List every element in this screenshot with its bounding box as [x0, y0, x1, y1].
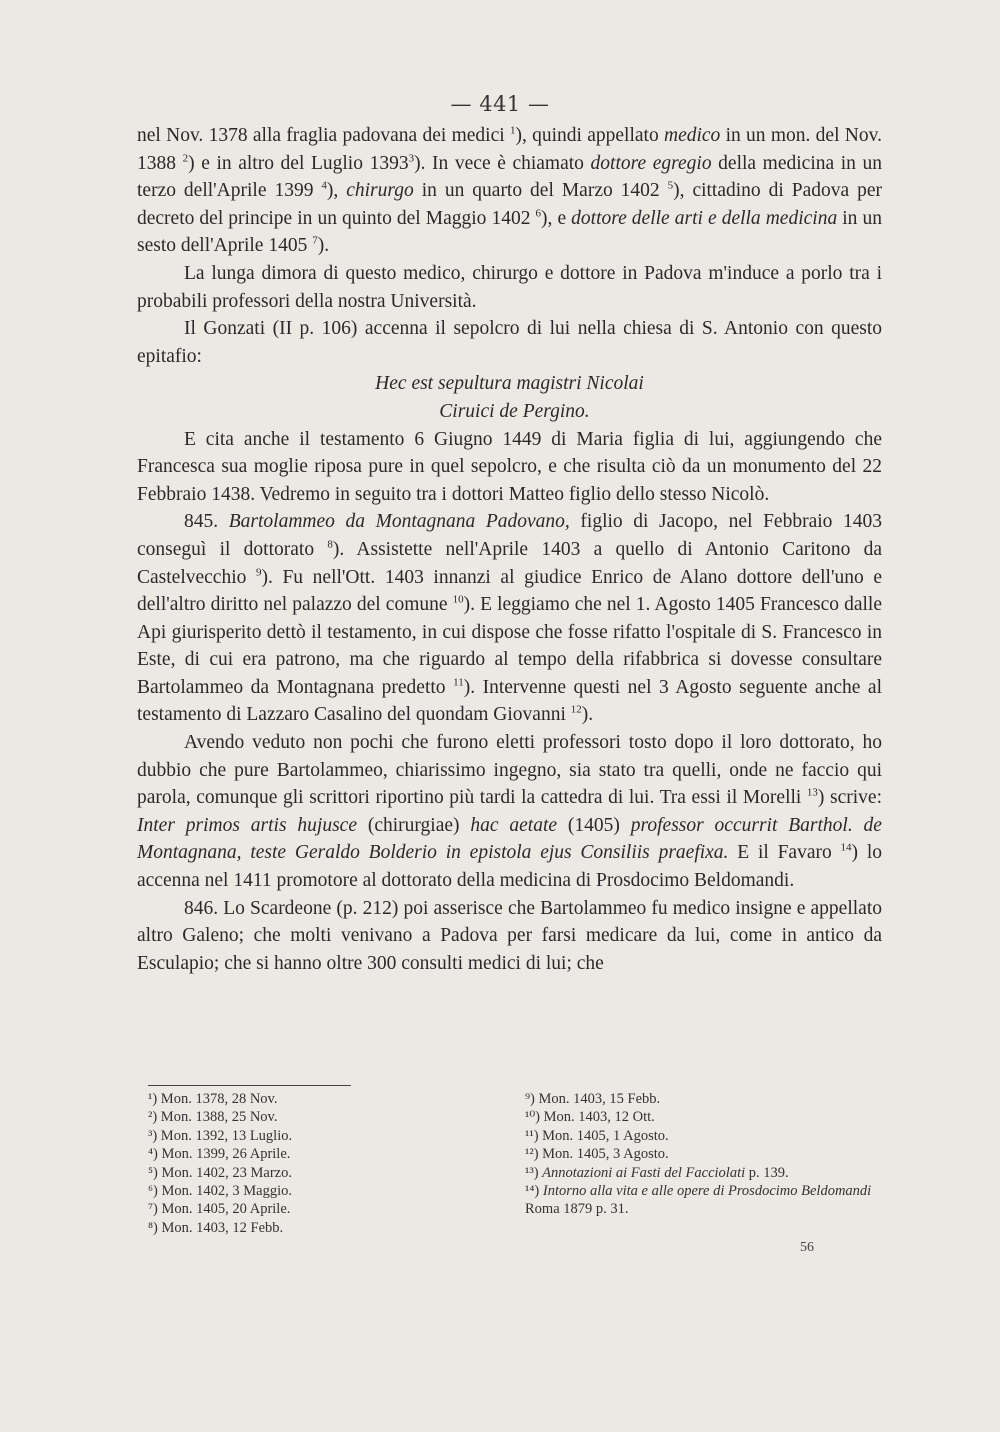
cited-title: Intorno alla vita e alle opere di Prosdocimo Beldomandi: [542, 1183, 872, 1200]
paragraph-846: 846. Lo Scardeone (p. 212) poi asserisce che Bartolammeo fu medico insigne e appellato altro Galeno; che molti venivano a Padova per farsi medicare da lui, come in antico da Esculapio; che si hanno oltre 300 consulti medici di lui; che: [137, 897, 882, 974]
text-run: nel Nov. 1378 alla fraglia padovana dei medici: [137, 125, 510, 146]
footnote-ref: 13: [806, 786, 818, 799]
paragraph-3: Il Gonzati (II p. 106) accenna il sepolcro di lui nella chiesa di S. Antonio con questo epitafio:: [137, 318, 882, 367]
footnote-ref: 14: [840, 841, 852, 854]
text-run: della medicina in un terzo dell'Aprile 1399: [137, 152, 883, 202]
text-run: ), e: [541, 207, 572, 229]
text-run: ).: [581, 704, 594, 726]
footnote-ref: 5: [667, 179, 674, 192]
text-run: ).: [317, 235, 330, 257]
footnote-ref: 10: [452, 593, 464, 606]
footnote-ref: 8: [327, 538, 333, 551]
footnote-ref: 4: [321, 179, 327, 192]
epitaph-line-2: Ciruici de Pergino.: [439, 400, 590, 422]
footnote-ref: 9: [255, 566, 262, 578]
text-run: in un mon. del Nov. 1388: [137, 125, 882, 174]
footnote-8: ⁸) Mon. 1403, 12 Febb.: [148, 1219, 284, 1236]
cited-title: Annotazioni ai Fasti del Facciolati: [542, 1164, 746, 1181]
footnote-separator: [148, 1085, 351, 1086]
footnotes-left-column: [148, 1090, 448, 1237]
footnote-1: ¹) Mon. 1378, 28 Nov.: [148, 1091, 278, 1107]
footnote-11: ¹¹) Mon. 1405, 1 Agosto.: [525, 1127, 669, 1144]
paragraph-6: [137, 729, 882, 895]
text-run: (1405): [557, 814, 631, 836]
footnote-13: [525, 1164, 890, 1182]
entry-number: 845.: [184, 511, 229, 533]
text-run: p. 139.: [745, 1164, 789, 1181]
latin-quote: Inter primos artis hujusce: [137, 814, 357, 836]
text-run: ), quindi appellato: [515, 125, 664, 146]
italic-term: dottore egregio: [590, 152, 712, 174]
paragraph-1: [137, 122, 882, 260]
italic-term: dottore delle arti e della medicina: [571, 207, 838, 229]
footnote-9: ⁹) Mon. 1403, 15 Febb.: [525, 1091, 661, 1107]
footnote-6: ⁶) Mon. 1402, 3 Maggio.: [148, 1183, 293, 1200]
text-run: figlio di Jacopo, nel Febbraio 1403 conseguì il dottorato: [137, 511, 883, 560]
paragraph-845: [137, 508, 882, 729]
text-run: ). Fu nell'Ott. 1403 innanzi al giudice Enrico de Alano dottore dell'uno e dell'altro diritto nel palazzo del comune: [137, 566, 882, 616]
main-text: [137, 122, 882, 977]
text-run: ). In vece è chiamato: [414, 152, 591, 174]
entry-name: Bartolammeo da Montagnana Padovano,: [228, 511, 570, 533]
page-number-header: — 441 —: [450, 92, 550, 116]
footnote-ref: 2: [182, 152, 189, 165]
footnote-ref: 1: [509, 124, 516, 137]
text-run: Roma 1879 p. 31.: [525, 1201, 629, 1218]
footnote-2: ²) Mon. 1388, 25 Nov.: [148, 1109, 278, 1126]
footnote-4: ⁴) Mon. 1399, 26 Aprile.: [148, 1146, 291, 1163]
footnote-ref: 7: [312, 234, 318, 247]
text-run: ) lo accenna nel 1411 promotore al dottorato della medicina di Prosdocimo Beldomandi.: [137, 842, 882, 892]
text-run: ). Assistette nell'Aprile 1403 a quello di Antonio Caritono da Castelvecchio: [137, 538, 882, 588]
footnote-ref: 6: [535, 207, 542, 220]
text-run: Avendo veduto non pochi che furono eletti professori tosto dopo il loro dottorato, ho dubbio che pure Bartolammeo, chiarissimo ingegno, sia stato tra quelli, onde ne faccio qui parola, comunque gli scrittori riportino più tardi la cattedra di lui. Tra essi il Morelli: [137, 732, 882, 809]
footnote-7: ⁷) Mon. 1405, 20 Aprile.: [148, 1201, 291, 1218]
footnote-5: ⁵) Mon. 1402, 23 Marzo.: [148, 1164, 292, 1181]
text-run: (chirurgiae): [356, 814, 471, 836]
text-run: ), cittadino di Padova per decreto del principe in un quinto del Maggio 1402: [137, 180, 883, 229]
italic-term: chirurgo: [346, 180, 414, 202]
text-run: E il Favaro: [728, 842, 841, 864]
paragraph-4: E cita anche il testamento 6 Giugno 1449 di Maria figlia di lui, aggiungendo che Francesca sua moglie riposa pure in quel sepolcro, e che risulta ciò da un monumento del 22 Febbraio 1438. Vedremo in seguito tra i dottori Matteo figlio dello stesso Nicolò.: [137, 428, 882, 505]
latin-quote: hac aetate: [470, 814, 558, 836]
text-run: in un sesto dell'Aprile 1405: [137, 207, 882, 257]
footnote-mark: ¹³): [525, 1164, 543, 1181]
footnote-mark: ¹⁴): [525, 1183, 543, 1200]
footnote-3: ³) Mon. 1392, 13 Luglio.: [148, 1127, 293, 1144]
text-run: ). Intervenne questi nel 3 Agosto seguente anche al testamento di Lazzaro Casalino del quondam Giovanni: [137, 676, 883, 726]
paragraph-2: La lunga dimora di questo medico, chirurgo e dottore in Padova m'induce a porlo tra i probabili professori della nostra Università.: [137, 262, 882, 312]
footnote-ref: 12: [570, 703, 582, 716]
footnote-ref: 11: [453, 676, 464, 689]
text-run: ),: [326, 180, 347, 202]
sheet-signature: 56: [800, 1240, 814, 1255]
latin-quote: professor occurrit Barthol. de Montagnana, teste Geraldo Bolderio in epistola ejus Consiliis praefixa.: [137, 814, 882, 864]
text-run: ) e in altro del Luglio 1393: [188, 152, 409, 174]
epitaph-line-1: Hec est sepultura magistri Nicolai: [375, 373, 644, 395]
footnote-10: ¹⁰) Mon. 1403, 12 Ott.: [525, 1109, 655, 1126]
text-run: in un quarto del Marzo 1402: [413, 180, 668, 202]
italic-term: medico: [664, 125, 721, 146]
footnote-12: ¹²) Mon. 1405, 3 Agosto.: [525, 1146, 669, 1163]
footnote-14: [525, 1182, 890, 1219]
footnotes-right-column: [525, 1090, 890, 1219]
footnote-ref: 3: [408, 152, 415, 165]
text-run: ). E leggiamo che nel 1. Agosto 1405 Francesco dalle Api giurisperito dettò il testamento, in cui dispose che fosse rifatto l'ospitale di S. Francesco in Este, di cui era patrono, ma che riguardo al tempo della rifabbrica si dovesse consultare Bartolammeo da Montagnana predetto: [137, 594, 882, 698]
text-run: ) scrive:: [817, 787, 882, 809]
